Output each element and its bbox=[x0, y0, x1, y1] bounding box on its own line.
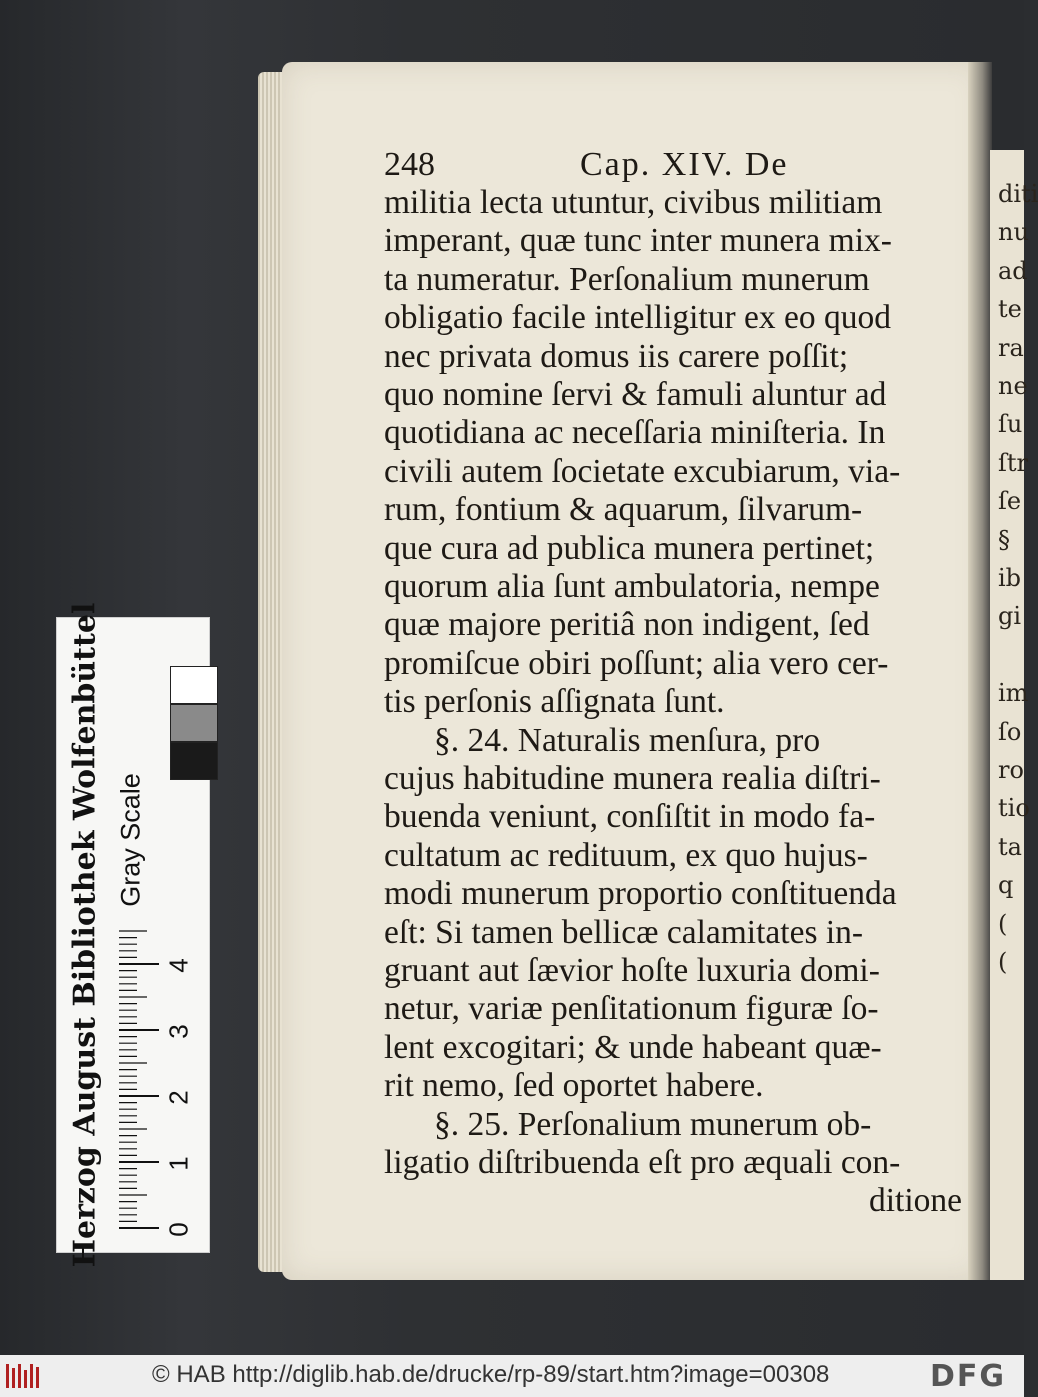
facing-page-fragment: ne bbox=[998, 372, 1028, 400]
text-line: que cura ad publica munera pertinet; bbox=[384, 529, 875, 567]
facing-page-fragment: ra bbox=[998, 333, 1024, 362]
gray-scale-label-text: Gray Scale bbox=[115, 773, 146, 907]
text-line: obligatio facile intelligitur ex eo quod bbox=[384, 299, 892, 337]
facing-page-fragment: ib bbox=[998, 564, 1022, 592]
facing-page-fragment: § bbox=[998, 525, 1010, 554]
facing-page-fragment: ſu bbox=[998, 410, 1023, 439]
dfg-logo: DFG bbox=[930, 1359, 1007, 1394]
text-line: imperant, quæ tunc inter munera mix- bbox=[384, 222, 892, 260]
facing-page-strip bbox=[990, 150, 1038, 1280]
facing-page-fragment: ( bbox=[998, 909, 1008, 938]
text-line: cujus habitudine munera realia diſtri- bbox=[384, 760, 881, 797]
text-line: quæ majore peritiâ non indigent, ſed bbox=[384, 606, 870, 644]
gray-swatch bbox=[170, 742, 218, 780]
page-number: 248 bbox=[384, 146, 435, 183]
hab-logo-icon bbox=[6, 1364, 40, 1388]
gray-swatch bbox=[170, 666, 218, 704]
color-scale-ruler bbox=[56, 602, 210, 1268]
gray-scale-label bbox=[116, 770, 146, 910]
text-line: ta numeratur. Perſonalium munerum bbox=[384, 260, 870, 298]
facing-page-fragment: ſtr bbox=[998, 448, 1028, 477]
text-line: §. 24. Naturalis menſura, pro bbox=[434, 721, 821, 759]
text-line: militia lecta utuntur, civibus militiam bbox=[384, 184, 883, 221]
facing-page-fragment: ta bbox=[998, 832, 1022, 861]
facing-page-fragment: ( bbox=[998, 948, 1008, 976]
text-line: nec privata domus iis carere poſſit; bbox=[384, 337, 849, 375]
ruler-number: 2 bbox=[163, 1090, 194, 1105]
ruler-number: 0 bbox=[163, 1222, 194, 1237]
text-line: eſt: Si tamen bellicæ calamitates in- bbox=[384, 913, 864, 951]
facing-page-fragment: ſo bbox=[998, 717, 1022, 746]
facing-page-fragment: ſe bbox=[998, 487, 1022, 516]
copyright-link[interactable]: © HAB http://diglib.hab.de/drucke/rp-89/start.htm?image=00308 bbox=[152, 1361, 830, 1388]
book-gutter bbox=[968, 62, 992, 1280]
text-line: rit nemo, ſed oportet habere. bbox=[384, 1067, 764, 1105]
facing-page-fragment: tio bbox=[998, 794, 1030, 823]
facing-page-fragment: ad bbox=[998, 256, 1028, 285]
text-line: cultatum ac redituum, ex quo hujus- bbox=[384, 836, 868, 874]
facing-page-fragment: q bbox=[998, 871, 1014, 900]
running-head: Cap. XIV. De bbox=[580, 146, 789, 183]
text-line: quotidiana ac neceſſaria miniſteria. In bbox=[384, 414, 886, 452]
ruler-number: 3 bbox=[163, 1024, 194, 1039]
text-line: rum, fontium & aquarum, ſilvarum- bbox=[384, 491, 863, 529]
text-line: modi munerum proportio conſtituenda bbox=[384, 875, 897, 913]
ruler-number: 1 bbox=[163, 1156, 194, 1171]
facing-page-fragment: nu bbox=[998, 218, 1029, 247]
facing-page-fragment: gi bbox=[998, 602, 1022, 631]
text-line: §. 25. Perſonalium munerum ob- bbox=[434, 1105, 872, 1143]
facing-page-fragment: diti bbox=[998, 180, 1038, 208]
gray-swatch bbox=[170, 704, 218, 742]
facing-page-fragment: ro bbox=[998, 756, 1024, 784]
text-line: gruant aut ſævior hoſte luxuria domi- bbox=[384, 952, 880, 989]
text-line: civili autem ſocietate excubiarum, via- bbox=[384, 452, 901, 490]
ruler-number: 4 bbox=[163, 958, 194, 973]
text-line: buenda veniunt, conſiſtit in modo fa- bbox=[384, 798, 876, 836]
text-line: promiſcue obiri poſſunt; alia vero cer- bbox=[384, 644, 889, 682]
ruler-title-text: Herzog August Bibliothek Wolfenbüttel bbox=[67, 602, 103, 1268]
text-line: ditione bbox=[868, 1182, 962, 1220]
text-line: netur, variæ penſitationum figuræ ſo- bbox=[384, 990, 879, 1028]
facing-page-fragment: im bbox=[998, 679, 1029, 708]
text-line: ligatio diſtribuenda eſt pro æquali con- bbox=[384, 1144, 901, 1181]
text-line: tis perſonis aſſignata ſunt. bbox=[384, 683, 725, 721]
footer-bar bbox=[0, 1355, 1024, 1397]
text-line: quo nomine ſervi & famuli aluntur ad bbox=[384, 376, 887, 413]
text-line: quorum alia ſunt ambulatoria, nempe bbox=[384, 568, 880, 605]
text-line: lent excogitari; & unde habeant quæ- bbox=[384, 1028, 882, 1066]
facing-page-fragment: te bbox=[998, 295, 1022, 324]
